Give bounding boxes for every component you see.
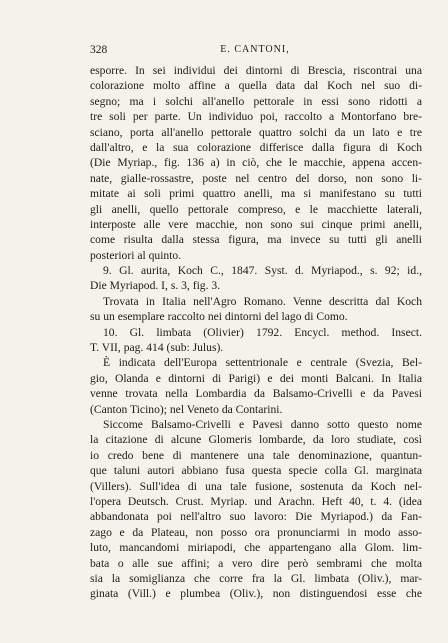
text-line: venne trovata nella Lombardia da Balsamo-Crivelli e da Pavesi [90,387,422,401]
text-line: tre soli per parte. Un individuo poi, raccolto a Montorfano bre- [90,110,422,124]
text-line: ginata (Vill.) e plumbea (Oliv.), non distinguendosi esse che [90,587,422,601]
running-head: E. CANTONI, [220,44,290,55]
text-line: T. VII, pag. 414 (sub: Julus). [90,341,224,355]
text-line: su un esemplare raccolto nei dintorni del lago di Como. [90,310,348,324]
text-line: bata o alle sue affini; a vero dire però sembrami che molta [90,556,422,570]
text-line: interposte alle vere macchie, non sono sui cinque primi anelli, [90,217,422,231]
page-header [90,42,420,58]
text-line: luto, mancandomi miriapodi, che appartengano alla Glom. lim- [90,541,422,555]
text-line: (Die Myriap., fig. 136 a) in ciò, che le macchie, appena accen- [90,156,422,170]
text-line: posteriori al quinto. [90,248,182,262]
text-line: gli anelli, quello pettorale compreso, e le macchiette laterali, [90,202,422,216]
text-line: (Villers). Sull'idea di una tale fusione, sostenuta da Koch nel- [90,479,422,493]
text-line: sia la somiglianza che corre fra la Gl. limbata (Oliv.), mar- [90,571,422,585]
text-line: nate, gialle-rossastre, poste nel centro del dorso, non sono li- [90,171,422,185]
body-text [90,63,422,602]
text-line: l'opera Deutsch. Crust. Myriap. und Arachn. Heft 40, t. 4. (idea [90,494,422,508]
text-line: È indicata dell'Europa settentrionale e centrale (Svezia, Bel- [103,356,422,370]
text-line: mitate ai soli primi quattro anelli, ma si manifestano su tutti [90,187,422,201]
text-line: que taluni autori abbiano fusa questa specie colla Gl. marginata [90,464,422,478]
entry-heading-aurita: 9. Gl. aurita, Koch C., 1847. Syst. d. Myriapod., s. 92; id., [103,264,422,278]
page-number: 328 [90,44,108,56]
text-line: io credo bene di mantenere una tale denominazione, quantun- [90,448,422,462]
text-line: zago e da Plateau, non posso ora pronunciarmi in modo asso- [90,525,422,539]
text-line: dall'altro, e la sua colorazione differisce dalla figura di Koch [90,140,422,154]
text-line: come risulta dalla stessa figura, ma invece su tutti gli anelli [90,233,422,247]
entry-heading-limbata: 10. Gl. limbata (Olivier) 1792. Encycl. method. Insect. [103,325,422,339]
text-line: colorazione molto affine a quella data dal Koch nel suo di- [90,79,422,93]
text-line: abbandonata poi nell'altro suo lavoro: Die Myriapod.) da Fan- [90,510,422,524]
text-line: sciano, porta all'anello pettorale quattro solchi da un lato e tre [90,125,422,139]
text-line: esporre. In sei individui dei dintorni di Brescia, riscontrai una [90,64,422,77]
text-line: segno; ma i solchi all'anello pettorale in essi sono ridotti a [90,94,422,108]
text-line: (Canton Ticino); nel Veneto da Contarini. [90,402,283,416]
text-line: gio, Olanda e dintorni di Parigi) e dei monti Balcani. In Italia [90,371,422,385]
text-line: Trovata in Italia nell'Agro Romano. Venne descritta dal Koch [103,294,422,308]
text-line: Die Myriapod. I, s. 3, fig. 3. [90,279,221,293]
text-line: la citazione di alcune Glomeris lombarde, da loro studiate, così [90,433,422,447]
text-line: Siccome Balsamo-Crivelli e Pavesi danno sotto questo nome [103,417,422,431]
